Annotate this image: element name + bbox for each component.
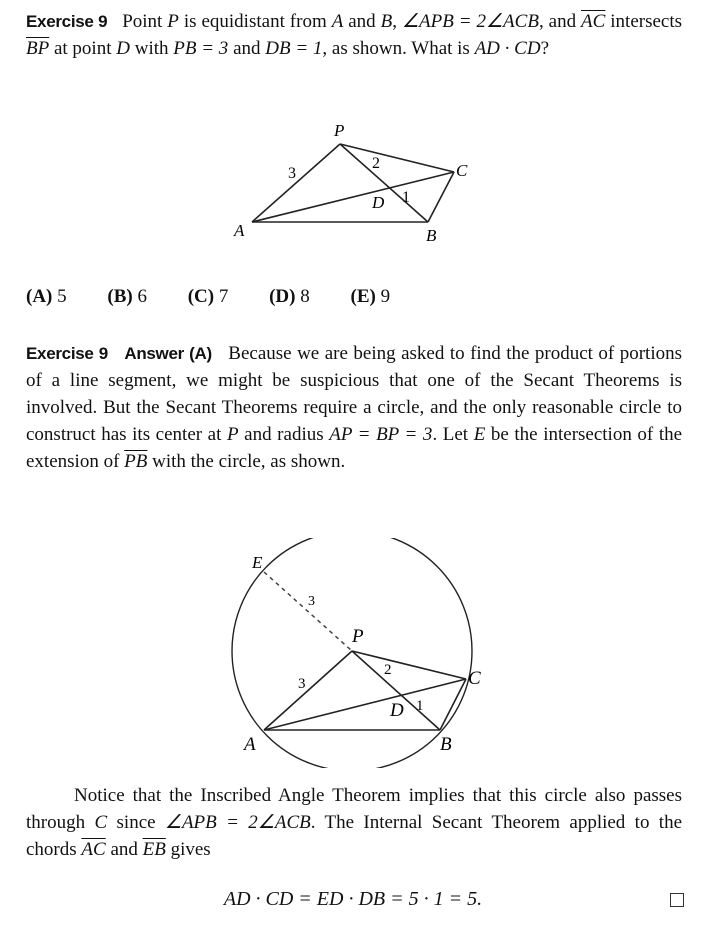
segment-ac: $\overline{AC}$: [581, 11, 606, 32]
label-len-db: 1: [416, 698, 424, 714]
text: and: [110, 839, 138, 860]
segment-bp: $\overline{BP}$: [26, 38, 50, 59]
label-len-ep: 3: [308, 594, 315, 609]
text: , and: [538, 11, 577, 32]
var-a: A: [331, 11, 344, 32]
text: with: [134, 38, 169, 59]
choice-d: (D) 8: [269, 286, 310, 307]
circumcircle: [232, 538, 472, 768]
chord-eb: $\overline{EB}$: [142, 839, 166, 860]
label-p: P: [334, 121, 345, 140]
var-d: D: [116, 38, 130, 59]
label-len-pd: 2: [384, 662, 392, 678]
answer-label: Answer (A): [124, 344, 212, 363]
circle-diagram: [220, 538, 510, 768]
segment-pc: [352, 651, 466, 679]
triangle-diagram: [226, 118, 496, 248]
db-eq: DB = 1: [265, 38, 323, 59]
segment-bc: [428, 172, 454, 222]
label-len-pd: 2: [372, 155, 380, 172]
angle-relation: ∠APB = 2∠ACB: [164, 812, 311, 833]
var-e: E: [473, 424, 486, 445]
text: Notice that the Inscribed Angle Theorem implies that this circle also passes through: [26, 785, 682, 833]
angle-relation: ∠APB = 2∠ACB: [401, 11, 539, 32]
choice-b: (B) 6: [107, 286, 147, 307]
var-p: P: [167, 11, 179, 32]
text: . Let: [432, 424, 469, 445]
text: , as shown. What is: [322, 38, 470, 59]
label-b: B: [426, 226, 437, 245]
segment-ac: [252, 172, 454, 222]
var-b: B: [380, 11, 393, 32]
segment-ep-dashed: [264, 572, 352, 651]
problem-statement: [26, 8, 682, 62]
notice-paragraph: [26, 782, 682, 863]
answer-heading: Exercise 9: [26, 344, 108, 363]
label-len-db: 1: [402, 189, 410, 206]
segment-bc: [440, 679, 466, 730]
text: and: [233, 38, 261, 59]
segment-pb: $\overline{PB}$: [124, 451, 148, 472]
text: . The Internal Secant Theorem applied to the chords: [26, 812, 683, 860]
label-len-ap: 3: [288, 165, 296, 182]
text: is equidistant from: [183, 11, 327, 32]
label-c: C: [468, 668, 481, 689]
text: and: [348, 11, 376, 32]
var-p: P: [226, 424, 239, 445]
label-p: P: [352, 626, 364, 647]
choice-e: (E) 9: [350, 286, 391, 307]
label-b: B: [440, 734, 452, 755]
label-a: A: [234, 221, 245, 240]
segment-ac: [264, 679, 466, 730]
var-c: C: [94, 812, 108, 833]
label-e: E: [252, 553, 263, 572]
text: ?: [540, 38, 549, 59]
label-a: A: [244, 734, 256, 755]
label-d: D: [390, 700, 404, 721]
text: Because we are being asked to find the product of portions of a line segment, we might be suspicious that one of the Secant Theorems is involved. But the Secant Theorems require a circle, and the only reasonable circle to construct has its center at: [26, 343, 683, 445]
qed-box-icon: [670, 893, 684, 907]
text: gives: [170, 839, 211, 860]
answer-choices: [26, 286, 426, 308]
label-len-ap: 3: [298, 676, 306, 692]
choice-a: (A) 5: [26, 286, 67, 307]
choice-c: (C) 7: [187, 286, 229, 307]
final-equation: AD · CD = ED · DB = 5 · 1 = 5.: [223, 888, 483, 910]
text: ,: [392, 11, 397, 32]
product-expr: AD · CD: [474, 38, 541, 59]
pb-eq: PB = 3: [173, 38, 229, 59]
text: with the circle, as shown.: [152, 451, 346, 472]
answer-explanation: [26, 340, 682, 475]
label-d: D: [372, 193, 385, 212]
radius-eq: AP = BP = 3: [329, 424, 433, 445]
text: and radius: [244, 424, 324, 445]
text: at point: [53, 38, 112, 59]
segment-pc: [340, 144, 454, 172]
chord-ac: $\overline{AC}$: [81, 839, 106, 860]
text: Point: [122, 11, 163, 32]
label-c: C: [456, 161, 468, 180]
text: be the intersection of the extension of: [26, 424, 683, 472]
text: intersects: [610, 11, 683, 32]
text: since: [116, 812, 156, 833]
exercise-heading: Exercise 9: [26, 12, 108, 31]
